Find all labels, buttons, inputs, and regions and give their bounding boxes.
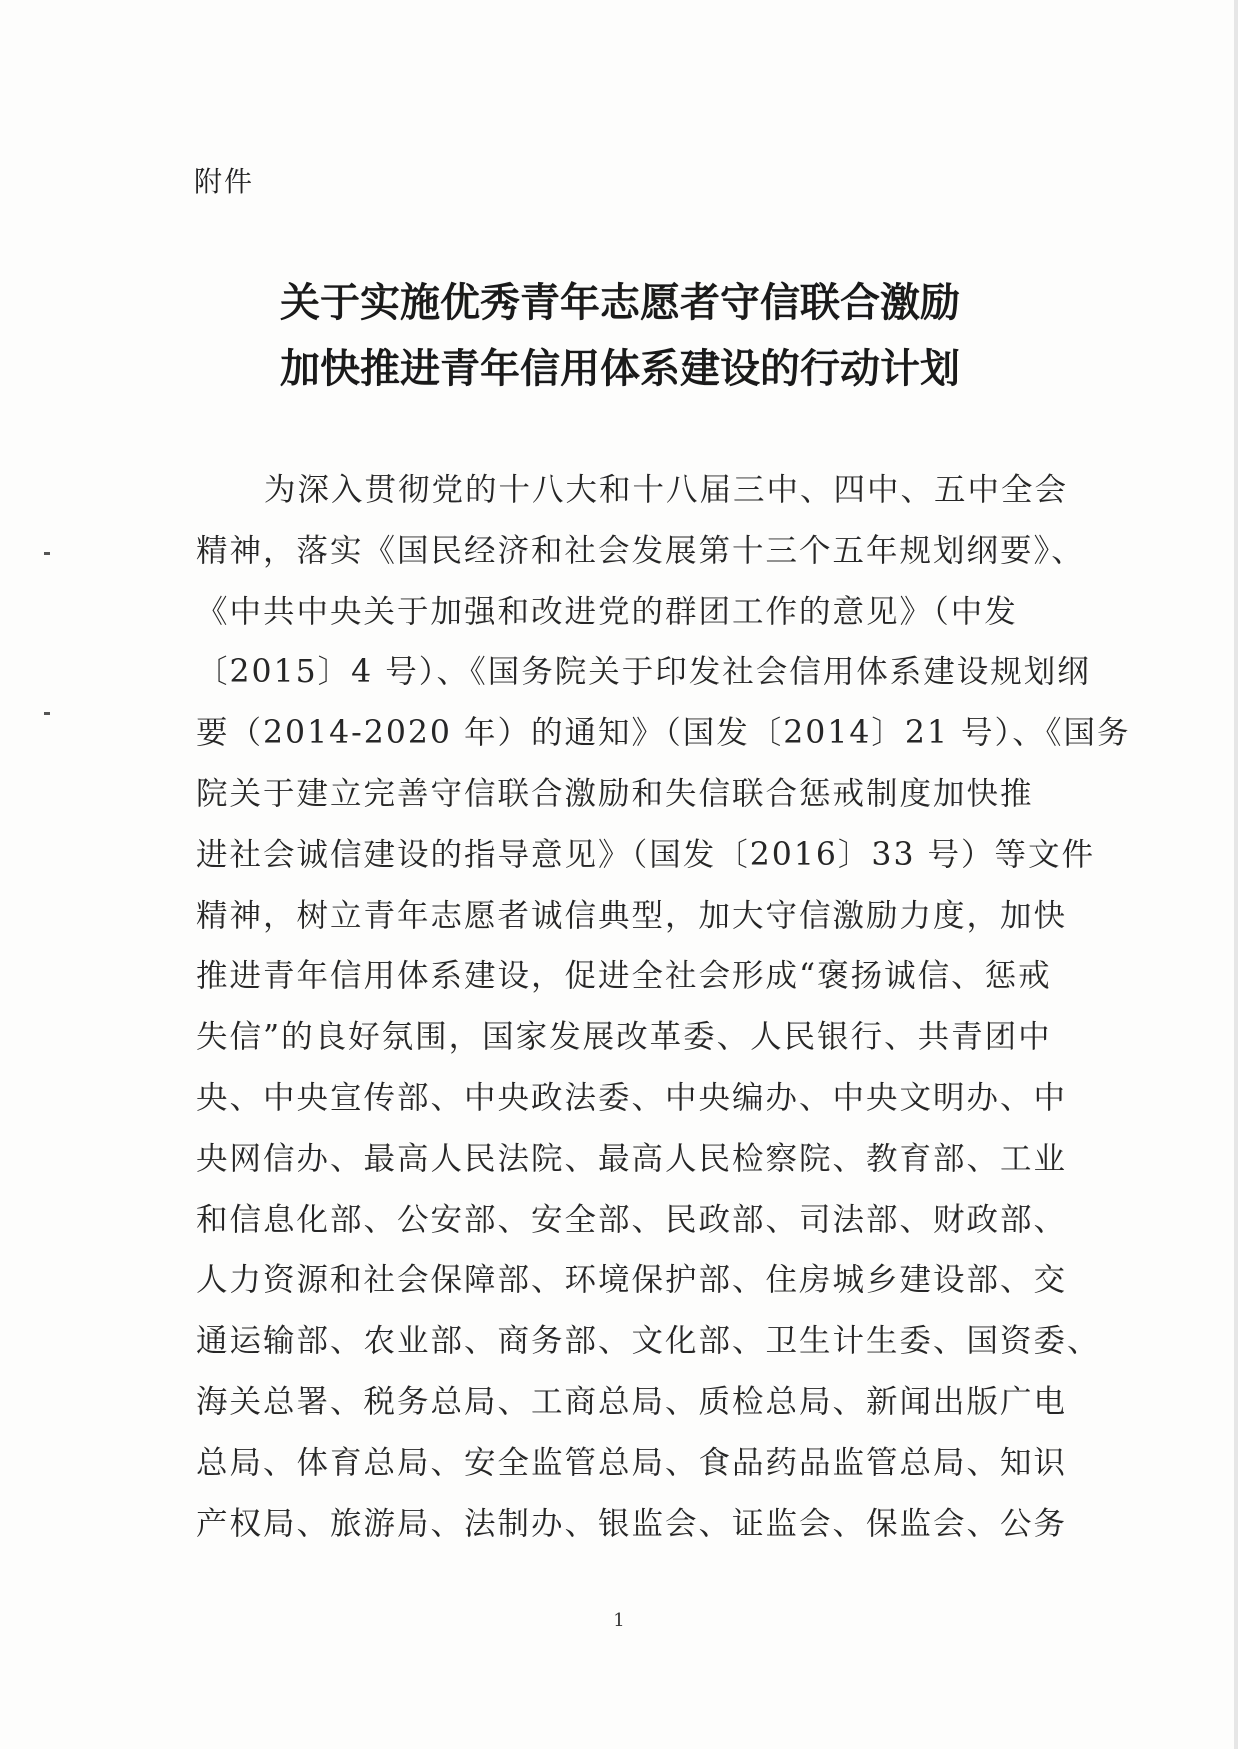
title-line-1: 关于实施优秀青年志愿者守信联合激励 bbox=[280, 280, 960, 326]
body-line: 《中共中央关于加强和改进党的群团工作的意见》（中发 bbox=[196, 593, 1018, 630]
body-line: 央、中央宣传部、中央政法委、中央编办、中央文明办、中 bbox=[196, 1079, 1068, 1116]
body-line: 精神，树立青年志愿者诚信典型，加大守信激励力度，加快 bbox=[196, 897, 1068, 934]
page-number: 1 bbox=[613, 1610, 625, 1631]
attachment-label: 附件 bbox=[194, 165, 255, 198]
body-line: 失信”的良好氛围，国家发展改革委、人民银行、共青团中 bbox=[196, 1019, 1052, 1056]
body-line: 院关于建立完善守信联合激励和失信联合惩戒制度加快推 bbox=[196, 775, 1034, 812]
body-line: 推进青年信用体系建设，促进全社会形成“褒扬诚信、惩戒 bbox=[196, 958, 1052, 995]
body-line: 产权局、旅游局、法制办、银监会、证监会、保监会、公务 bbox=[196, 1505, 1068, 1542]
scan-speck bbox=[44, 552, 50, 555]
title-line-2: 加快推进青年信用体系建设的行动计划 bbox=[280, 346, 960, 392]
body-line: 为深入贯彻党的十八大和十八届三中、四中、五中全会 bbox=[264, 472, 1069, 508]
body-line: 央网信办、最高人民法院、最高人民检察院、教育部、工业 bbox=[196, 1140, 1068, 1177]
scan-speck bbox=[1234, 0, 1238, 1749]
body-line: 人力资源和社会保障部、环境保护部、住房城乡建设部、交 bbox=[196, 1262, 1068, 1299]
body-line: 〔2015〕4 号）、《国务院关于印发社会信用体系建设规划纲 bbox=[196, 654, 1091, 691]
document-title bbox=[180, 270, 1060, 402]
body-line: 和信息化部、公安部、安全部、民政部、司法部、财政部、 bbox=[196, 1201, 1068, 1238]
body-line: 进社会诚信建设的指导意见》（国发〔2016〕33 号）等文件 bbox=[196, 836, 1096, 873]
body-line: 通运输部、农业部、商务部、文化部、卫生计生委、国资委、 bbox=[196, 1323, 1101, 1360]
body-line: 精神，落实《国民经济和社会发展第十三个五年规划纲要》、 bbox=[196, 532, 1085, 569]
body-paragraph bbox=[196, 460, 1131, 1554]
body-line: 要（2014-2020 年）的通知》（国发〔2014〕21 号）、《国务 bbox=[196, 715, 1131, 752]
body-line: 总局、体育总局、安全监管总局、食品药品监管总局、知识 bbox=[196, 1444, 1068, 1481]
scan-speck bbox=[44, 712, 50, 715]
body-line: 海关总署、税务总局、工商总局、质检总局、新闻出版广电 bbox=[196, 1383, 1068, 1420]
